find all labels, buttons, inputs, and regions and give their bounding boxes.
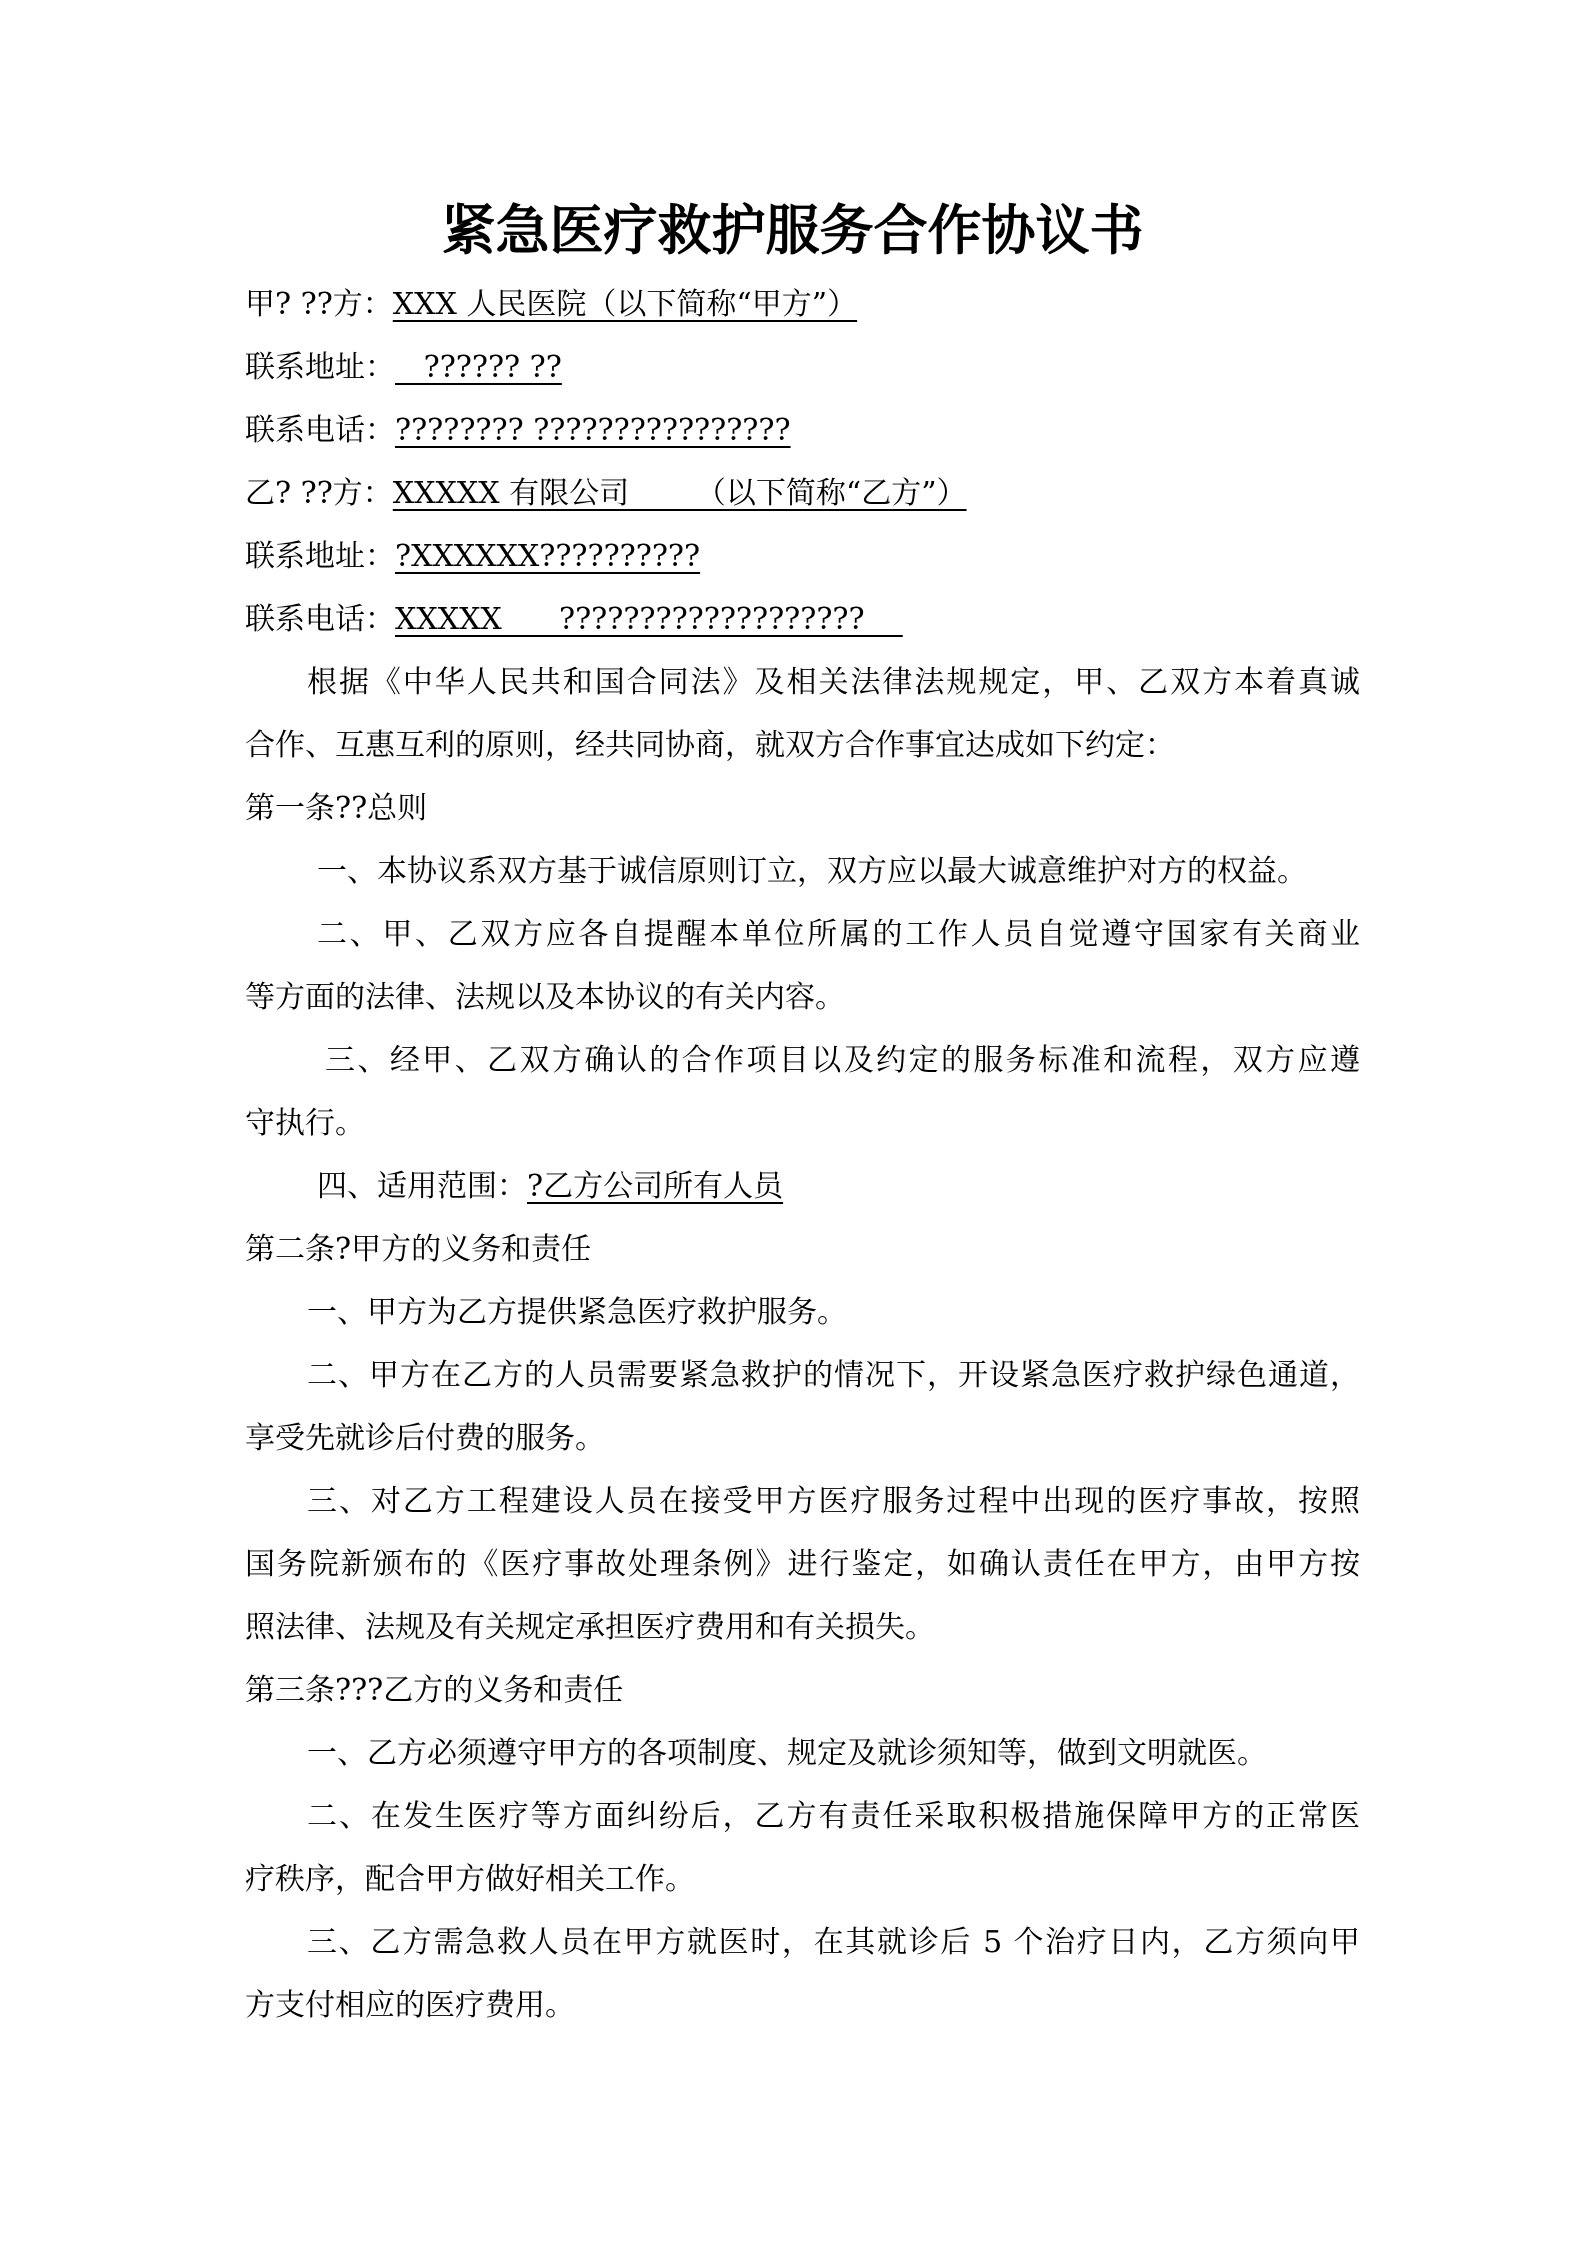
party-a-label: 甲? ??方： [245, 287, 393, 322]
scope-value: ?乙方公司所有人员 [527, 1169, 784, 1204]
article-2-heading: 第二条?甲方的义务和责任 [245, 1232, 592, 1267]
scope-label: 四、适用范围： [317, 1169, 527, 1204]
article-3-clause-1: 一、乙方必须遵守甲方的各项制度、规定及就诊须知等，做到文明就医。 [307, 1736, 1267, 1771]
article-3-clause-2-cont: 疗秩序，配合甲方做好相关工作。 [245, 1862, 695, 1897]
party-b-phone-label: 联系电话： [245, 602, 395, 637]
party-b-address-line [245, 525, 1360, 588]
party-b-phone-value: XXXXX ??????????????????? [395, 602, 903, 637]
article-2-clause-3-cont: 国务院新颁布的《医疗事故处理条例》进行鉴定，如确认责任在甲方，由甲方按 [245, 1547, 1360, 1582]
party-a-address-value: ?????? ?? [395, 350, 562, 385]
party-b-line [245, 462, 1360, 525]
article-3-clause-3: 三、乙方需急救人员在甲方就医时，在其就诊后 5 个治疗日内，乙方须向甲 [307, 1925, 1360, 1960]
article-1-clause-3-cont: 守执行。 [245, 1106, 365, 1141]
contract-page [245, 189, 1360, 2037]
article-3-heading: 第三条???乙方的义务和责任 [245, 1673, 624, 1708]
article-2-clause-3-cont: 照法律、法规及有关规定承担医疗费用和有关损失。 [245, 1610, 935, 1645]
party-a-phone-value: ???????? ???????????????? [395, 413, 791, 448]
article-3-clause-3-cont: 方支付相应的医疗费用。 [245, 1988, 575, 2023]
article-3-clause-2: 二、在发生医疗等方面纠纷后，乙方有责任采取积极措施保障甲方的正常医 [307, 1799, 1360, 1834]
party-a-value: XXX 人民医院（以下简称“甲方”） [392, 287, 858, 322]
article-1-clause-2-cont: 等方面的法律、法规以及本协议的有关内容。 [245, 980, 845, 1015]
article-1-clause-3: 三、经甲、乙双方确认的合作项目以及约定的服务标准和流程，双方应遵 [325, 1043, 1360, 1078]
article-1-clause-1: 一、本协议系双方基于诚信原则订立，双方应以最大诚意维护对方的权益。 [317, 854, 1307, 889]
article-1-clause-4 [245, 1155, 1360, 1218]
party-a-phone-label: 联系电话： [245, 413, 395, 448]
party-b-label: 乙? ??方： [245, 476, 393, 511]
party-b-address-label: 联系地址： [245, 539, 395, 574]
article-2-clause-2: 二、甲方在乙方的人员需要紧急救护的情况下，开设紧急医疗救护绿色通道， [307, 1358, 1360, 1393]
article-2-clause-3: 三、对乙方工程建设人员在接受甲方医疗服务过程中出现的医疗事故，按照 [307, 1484, 1360, 1519]
party-b-address-value: ?XXXXXX?????????? [395, 539, 701, 574]
article-2-clause-1: 一、甲方为乙方提供紧急医疗救护服务。 [307, 1295, 847, 1330]
party-b-phone-line [245, 588, 1360, 651]
article-1-heading: 第一条??总则 [245, 791, 428, 826]
party-a-phone-line [245, 399, 1360, 462]
intro-line: 根据《中华人民共和国合同法》及相关法律法规规定，甲、乙双方本着真诚 [307, 665, 1360, 700]
party-a-line [245, 273, 1360, 336]
article-2-clause-2-cont: 享受先就诊后付费的服务。 [245, 1421, 605, 1456]
party-a-address-label: 联系地址： [245, 350, 395, 385]
article-1-clause-2: 二、甲、乙双方应各自提醒本单位所属的工作人员自觉遵守国家有关商业 [317, 917, 1360, 952]
intro-line: 合作、互惠互利的原则，经共同协商，就双方合作事宜达成如下约定： [245, 728, 1175, 763]
party-b-value: XXXXX 有限公司 （以下简称“乙方”） [392, 476, 967, 511]
party-a-address-line [245, 336, 1360, 399]
document-title: 紧急医疗救护服务合作协议书 [441, 199, 1144, 262]
